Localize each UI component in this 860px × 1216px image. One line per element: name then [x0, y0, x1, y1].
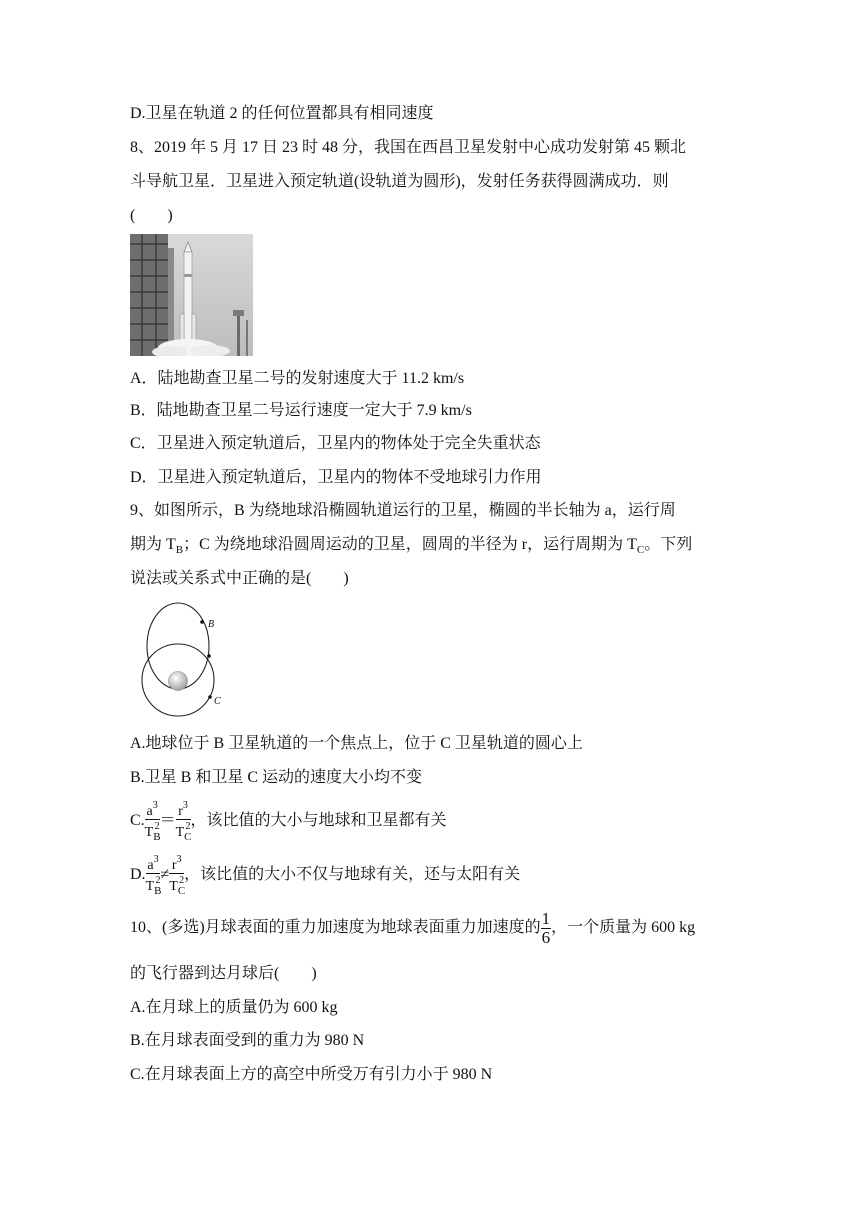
fraction-r3-tc2: $\frac{r^3}{T_C^2}$	[169, 854, 186, 897]
q9-stem-part1: 期为 T	[130, 536, 176, 553]
q9-option-a: A.地球位于 B 卫星轨道的一个焦点上，位于 C 卫星轨道的圆心上	[130, 735, 583, 752]
option-d-text: ，该比值的大小不仅与地球有关，还与太阳有关	[184, 866, 521, 884]
q7-option-d: D.卫星在轨道 2 的任何位置都具有相同速度	[130, 105, 434, 122]
fraction-a3-tb2: $\frac{a^3}{T_B^2}$	[145, 854, 162, 897]
q10-option-b: B.在月球表面受到的重力为 980 N	[130, 1032, 365, 1049]
fraction-r3-tc2: $\frac{r^3}{T_C^2}$	[175, 800, 192, 843]
satellite-b-dot	[200, 620, 204, 624]
option-c-relation: ＝	[159, 812, 176, 830]
q8-stem-line2: 斗导航卫星．卫星进入预定轨道(设轨道为圆形)，发射任务获得圆满成功．则	[130, 173, 669, 190]
q10-stem-line2: 的飞行器到达月球后( )	[130, 965, 317, 982]
label-c: C	[214, 696, 221, 707]
q8-option-d: D．卫星进入预定轨道后，卫星内的物体不受地球引力作用	[130, 469, 542, 486]
option-c-prefix: C.	[130, 812, 145, 830]
q8-stem-line3: ( )	[130, 207, 173, 224]
q8-option-c: C．卫星进入预定轨道后，卫星内的物体处于完全失重状态	[130, 435, 541, 452]
q10-stem-part2: ，一个质量为 600 kg	[551, 919, 696, 936]
q8-option-b: B．陆地勘查卫星二号运行速度一定大于 7.9 km/s	[130, 402, 472, 419]
orbit-diagram	[130, 602, 240, 722]
rocket-launch-photo	[130, 234, 253, 356]
q9-stem-part3: 。下列	[644, 536, 693, 553]
q9-stem-sub-b: B	[175, 544, 184, 556]
q9-option-d	[130, 853, 521, 897]
q9-stem-sub-c: C	[636, 544, 645, 556]
q9-stem-line3: 说法或关系式中正确的是( )	[130, 570, 349, 587]
option-d-prefix: D.	[130, 866, 146, 884]
option-c-text: ，该比值的大小与地球和卫星都有关	[190, 812, 447, 830]
q9-option-c	[130, 799, 447, 843]
q10-option-c: C.在月球表面上方的高空中所受万有引力小于 980 N	[130, 1066, 493, 1083]
fraction-a3-tb2: $\frac{a^3}{T_B^2}$	[144, 800, 161, 843]
q8-option-a: A．陆地勘查卫星二号的发射速度大于 11.2 km/s	[130, 370, 465, 387]
option-d-relation: ≠	[160, 866, 170, 884]
q9-stem-line1: 9、如图所示，B 为绕地球沿椭圆轨道运行的卫星，椭圆的半长轴为 a，运行周	[130, 502, 676, 519]
earth-sphere	[169, 672, 188, 691]
satellite-c-dot	[208, 695, 212, 699]
q9-option-b: B.卫星 B 和卫星 C 运动的速度大小均不变	[130, 769, 423, 786]
label-b: B	[208, 619, 215, 630]
q10-option-a: A.在月球上的质量仍为 600 kg	[130, 999, 338, 1016]
q9-stem-line2	[130, 533, 692, 562]
q10-stem-part1: 10、(多选)月球表面的重力加速度为地球表面重力加速度的	[130, 919, 541, 936]
fraction-one-sixth: $\frac{1}{6}$	[541, 908, 551, 947]
q10-stem-line1	[130, 908, 695, 950]
q9-stem-part2: ；C 为绕地球沿圆周运动的卫星，圆周的半径为 r，运行周期为 T	[183, 536, 637, 553]
satellite-bc-dot	[207, 654, 211, 658]
q8-stem-line1: 8、2019 年 5 月 17 日 23 时 48 分，我国在西昌卫星发射中心成功发射第 45 颗北	[130, 139, 687, 156]
